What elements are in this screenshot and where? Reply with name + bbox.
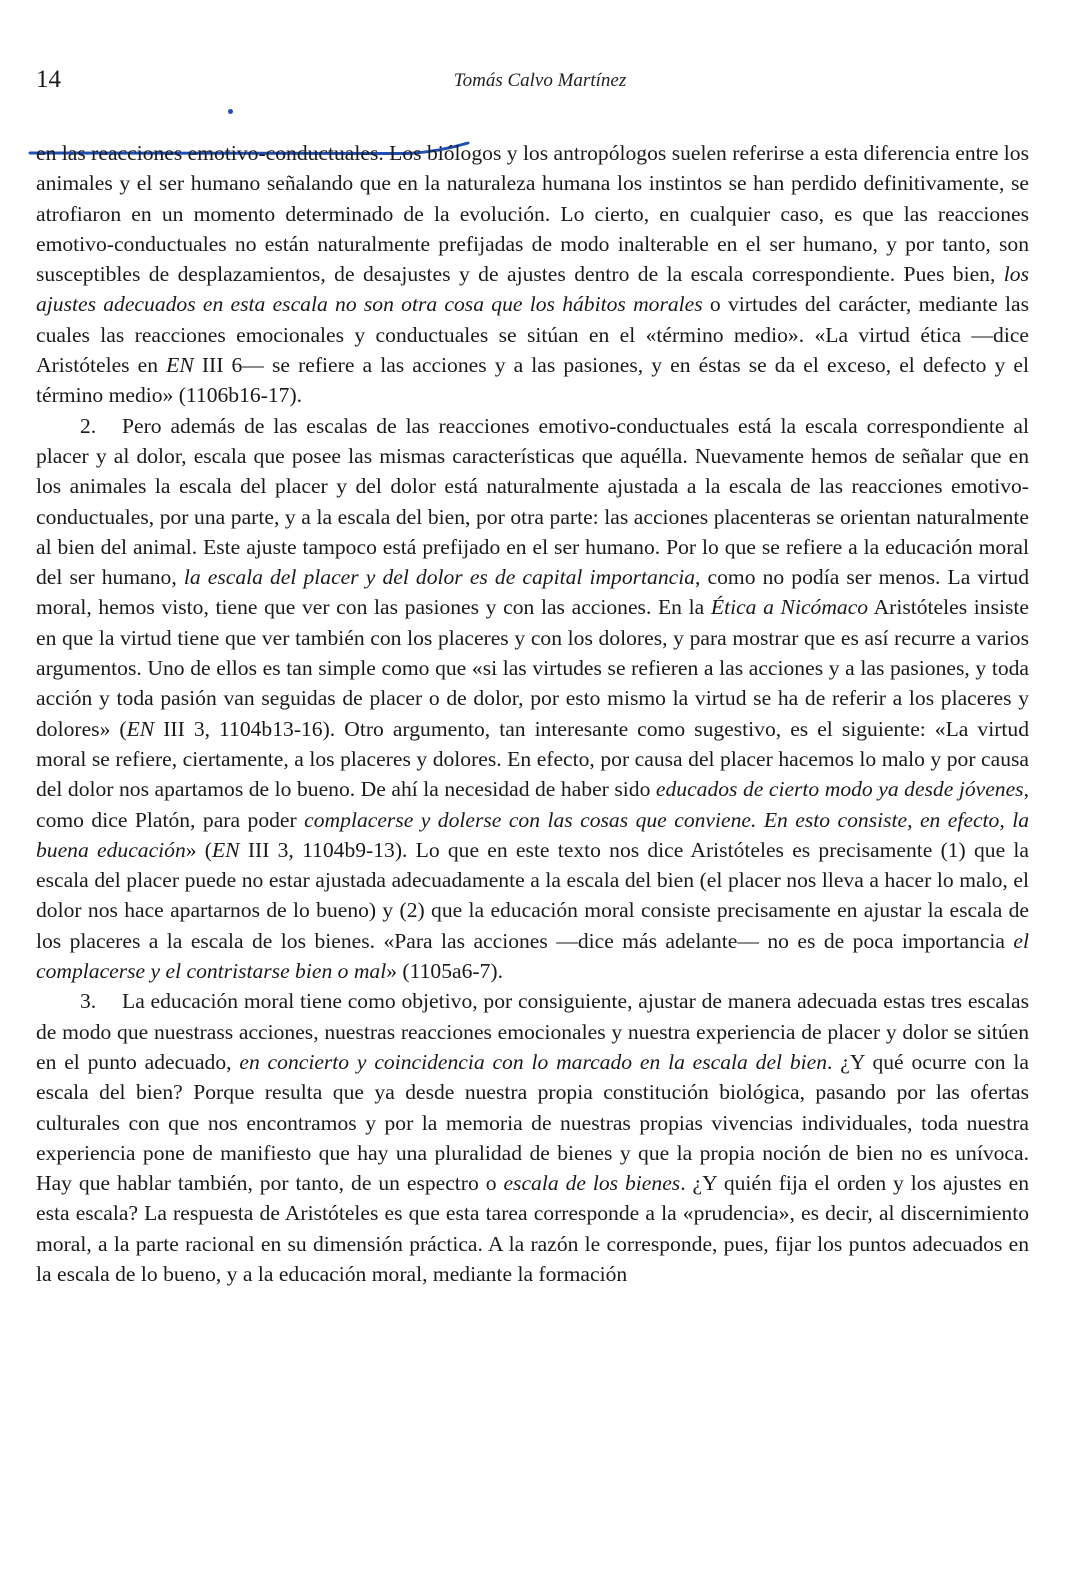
text-run: . ¿Y qué ocurre con la escala del bien? Porque resulta que ya desde nuestra propia constitución biológica, pasando por las ofertas culturales con que nos encontramos y por la memoria de nuestras propias vivencias individuales, toda nuestra experiencia pone de manifiesto que hay una pluralidad de bienes y que la propia noción de bien no es unívoca. Hay que hablar también, por tanto, de un espectro o (36, 1049, 1030, 1196)
text-run: Aristóteles insiste en que la virtud tiene que ver también con los placeres y con los dolores, y para mostrar que es así recurre a varios argumentos. Uno de ellos es tan simple como que «si las virtudes se refieren a las acciones y a las pasiones, y toda acción y toda pasión van seguidas de placer o de dolor, por esto mismo la virtud se ha de referir a los placeres y dolores» ( (36, 595, 1029, 741)
struck-text: en las reacciones emotivo-conductuales. (36, 141, 384, 165)
text-run: Los biólogos y los antropólogos suelen referirse a esta diferencia entre los animales y el ser humano señalando que en la naturaleza humana los instintos se han perdido definitivamente, se atrofiaron en un momento determinado de la evolución. Lo cierto, en cualquier caso, es que las reacciones emotivo-conductuales no están naturalmente prefijadas de modo inalterable en el ser humano, y por tanto, son susceptibles de desplazamientos, de desajustes y de ajustes dentro de la escala correspondiente. Pues bien, (36, 141, 1029, 287)
body-text (36, 138, 1029, 1289)
text-run: . ¿Y quién fija el orden y los ajustes en esta escala? La respuesta de Aristóteles es que esta tarea corresponde a la «prudencia», es decir, al discernimiento moral, a la parte racional en su dimensión práctica. A la razón le corresponde, pues, fijar los puntos adecuados en la escala de lo bueno, y a la educación moral, mediante la formación (36, 1171, 1030, 1286)
text-run: » ( (185, 837, 212, 862)
paragraph-number: 2. (80, 413, 97, 438)
text-run: , como no podía ser menos. La virtud moral, hemos visto, tiene que ver con las pasiones y con las acciones. En la (36, 565, 1029, 620)
paragraph-3 (36, 986, 1029, 1289)
paragraph-number: 3. (80, 989, 97, 1014)
text-run: La educación moral tiene como objetivo, por consiguiente, ajustar de manera adecuada estas tres escalas de modo que nuestrass acciones, nuestras reacciones emocionales y nuestra experiencia de placer y dolor se sitúen en el punto adecuado, (36, 989, 1029, 1074)
italic-text: la escala del placer y del dolor es de capital importancia (183, 565, 696, 590)
text-run: , como dice Platón, para poder (36, 777, 1029, 832)
paragraph-1 (36, 138, 1029, 411)
italic-text: EN (211, 837, 240, 862)
italic-text: EN (166, 353, 194, 378)
italic-text: en concierto y coincidencia con lo marcado en la escala del bien (239, 1049, 828, 1074)
text-run: o virtudes del carácter, mediante las cuales las reacciones emocionales y conductuales se sitúan en el «término medio». «La virtud ética —dice Aristóteles en (36, 292, 1029, 378)
italic-text: complacerse y dolerse con las cosas que conviene. En esto consiste, en efecto, la buena educación (36, 807, 1029, 862)
italic-text: EN (126, 716, 155, 741)
running-head: Tomás Calvo Martínez (453, 70, 627, 91)
page-number: 14 (36, 66, 61, 93)
italic-text: Ética a Nicómaco (710, 595, 869, 620)
italic-text: escala de los bienes (503, 1171, 681, 1196)
text-run: » (1105a6-7). (386, 959, 503, 984)
italic-text: los ajustes adecuados en esta escala no son otra cosa que los hábitos morales (36, 262, 1029, 317)
paragraph-2 (36, 411, 1029, 987)
italic-text: educados de cierto modo ya desde jóvenes (655, 777, 1024, 802)
text-run: III 3, 1104b13-16). Otro argumento, tan interesante como sugestivo, es el siguiente: «La virtud moral se refiere, ciertamente, a los placeres y dolores. En efecto, por causa del placer hacemos lo malo y por causa del dolor nos apartamos de lo bueno. De ahí la necesidad de haber sido (36, 716, 1029, 802)
text-run: III 3, 1104b9-13). Lo que en este texto nos dice Aristóteles es precisamente (1) que la escala del placer puede no estar ajustada adecuadamente a la escala del bien (el placer nos lleva a hacer lo malo, el dolor nos hace apartarnos de lo bueno) y (2) que la educación moral consiste precisamente en ajustar la escala de los placeres a la escala de los bienes. «Para las acciones —dice más adelante— no es de poca importancia (36, 837, 1029, 953)
text-run: Pero además de las escalas de las reacciones emotivo-conductuales está la escala correspondiente al placer y al dolor, escala que posee las mismas características que aquélla. Nuevamente hemos de señalar que en los animales la escala del placer y del dolor está naturalmente ajustada a la escala de las reacciones emotivo-conductuales, por una parte, y a la escala del bien, por otra parte: las acciones placenteras se orientan naturalmente al bien del animal. Este ajuste tampoco está prefijado en el ser humano. Por lo que se refiere a la educación moral del ser humano, (36, 413, 1029, 590)
italic-text: el complacerse y el contristarse bien o mal (36, 928, 1029, 984)
text-run: III 6— se refiere a las acciones y a las pasiones, y en éstas se da el exceso, el defecto y el término medio» (1106b16-17). (36, 353, 1029, 408)
ink-dot-mark (228, 109, 233, 114)
